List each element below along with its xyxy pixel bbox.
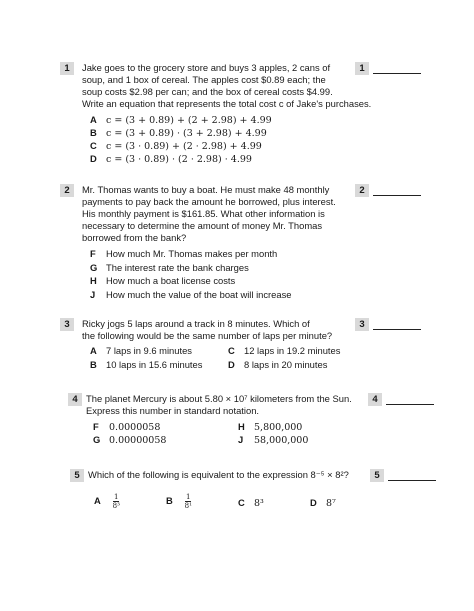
- question-line: Express this number in standard notation.: [86, 405, 260, 416]
- answer-blank[interactable]: [373, 195, 421, 196]
- option[interactable]: [238, 497, 264, 510]
- question-number: 3: [60, 318, 74, 331]
- question-number: 2: [60, 184, 74, 197]
- option[interactable]: [238, 434, 308, 447]
- option-letter: F: [93, 421, 99, 432]
- option-letter: J: [90, 289, 96, 300]
- option[interactable]: [90, 153, 252, 166]
- answer-blank[interactable]: [373, 329, 421, 330]
- option-letter: H: [90, 275, 97, 286]
- question-line: His monthly payment is $161.85. What other information is: [82, 208, 325, 219]
- option-text: c = (3 + 0.89) · (3 + 2.98) + 4.99: [106, 128, 267, 139]
- question-text: [82, 184, 382, 244]
- option[interactable]: [166, 493, 192, 510]
- question-line: The planet Mercury is about 5.80 × 10⁷ kilometers from the Sun.: [86, 393, 352, 404]
- option[interactable]: [310, 497, 336, 510]
- answer-number: 3: [355, 318, 369, 331]
- option-letter: H: [238, 421, 245, 432]
- numerator: 1: [114, 493, 119, 501]
- option[interactable]: [228, 345, 340, 357]
- option[interactable]: [90, 289, 292, 301]
- option-text: How much the value of the boat will increase: [106, 289, 292, 300]
- numerator: 1: [186, 493, 191, 501]
- option-letter: J: [238, 434, 244, 445]
- option[interactable]: [93, 421, 160, 434]
- option-letter: A: [90, 114, 97, 125]
- option-text: 7 laps in 9.6 minutes: [106, 345, 192, 356]
- option-text: 12 laps in 19.2 minutes: [244, 345, 341, 356]
- question-line: borrowed from the bank?: [82, 232, 187, 243]
- option-text: How much Mr. Thomas makes per month: [106, 248, 278, 259]
- denominator: 8¹: [184, 502, 192, 510]
- option-text: How much a boat license costs: [106, 275, 236, 286]
- option-letter: A: [94, 494, 101, 506]
- question-line: Jake goes to the grocery store and buys 3 apples, 2 cans of: [82, 62, 331, 73]
- option[interactable]: [90, 345, 192, 357]
- option[interactable]: [90, 359, 202, 371]
- option-letter: F: [90, 248, 96, 259]
- option-letter: D: [310, 497, 317, 508]
- option-letter: C: [90, 140, 97, 151]
- option-text: c = (3 + 0.89) + (2 + 2.98) + 4.99: [106, 115, 272, 126]
- option-letter: G: [93, 434, 101, 445]
- question-number: 1: [60, 62, 74, 75]
- fraction: [185, 493, 192, 510]
- question-text: [82, 318, 382, 342]
- question-line: payments to pay back the amount he borrowed, plus interest.: [82, 196, 336, 207]
- option-text: 8³: [254, 498, 264, 509]
- option-text: c = (3 · 0.89) + (2 · 2.98) + 4.99: [106, 141, 262, 152]
- option-text: 8 laps in 20 minutes: [244, 359, 328, 370]
- option-text: 8⁷: [326, 498, 336, 509]
- option-text: The interest rate the bank charges: [106, 262, 249, 273]
- option-text: 10 laps in 15.6 minutes: [106, 359, 203, 370]
- option-letter: D: [228, 359, 235, 370]
- question-text: [88, 469, 388, 481]
- option-letter: G: [90, 262, 98, 273]
- option-letter: B: [90, 127, 97, 138]
- question-text: [82, 62, 382, 110]
- option-letter: C: [238, 497, 245, 508]
- option[interactable]: [238, 421, 302, 434]
- denominator: 8³: [112, 502, 120, 510]
- answer-number: 5: [370, 469, 384, 482]
- fraction: [113, 493, 120, 510]
- option-text: 5,800,000: [254, 422, 303, 433]
- option-text: 0.00000058: [109, 435, 167, 446]
- answer-blank[interactable]: [388, 480, 436, 481]
- answer-number: 2: [355, 184, 369, 197]
- question-line: soup costs $2.98 per can; and the box of cereal costs $4.99.: [82, 86, 333, 97]
- option-text: c = (3 · 0.89) · (2 · 2.98) · 4.99: [106, 154, 252, 165]
- option[interactable]: [90, 114, 272, 127]
- question-line: Which of the following is equivalent to the expression 8⁻⁵ × 8²?: [88, 469, 349, 480]
- question-text: [86, 393, 386, 417]
- option[interactable]: [90, 248, 277, 260]
- option[interactable]: [228, 359, 327, 371]
- option[interactable]: [90, 127, 267, 140]
- option-letter: B: [90, 359, 97, 370]
- option-text: 58,000,000: [254, 435, 309, 446]
- option[interactable]: [93, 434, 166, 447]
- question-number: 5: [70, 469, 84, 482]
- answer-number: 4: [368, 393, 382, 406]
- option-letter: C: [228, 345, 235, 356]
- question-line: Ricky jogs 5 laps around a track in 8 minutes. Which of: [82, 318, 310, 329]
- question-line: the following would be the same number of laps per minute?: [82, 330, 333, 341]
- option[interactable]: [94, 493, 120, 510]
- option-text: 0.0000058: [109, 422, 161, 433]
- option-letter: B: [166, 494, 173, 506]
- option[interactable]: [90, 275, 235, 287]
- answer-blank[interactable]: [373, 73, 421, 74]
- answer-blank[interactable]: [386, 404, 434, 405]
- option-letter: A: [90, 345, 97, 356]
- question-line: Write an equation that represents the total cost c of Jake's purchases.: [82, 98, 372, 109]
- question-line: Mr. Thomas wants to buy a boat. He must make 48 monthly: [82, 184, 330, 195]
- option-letter: D: [90, 153, 97, 164]
- question-line: necessary to determine the amount of money Mr. Thomas: [82, 220, 323, 231]
- question-number: 4: [68, 393, 82, 406]
- answer-number: 1: [355, 62, 369, 75]
- question-line: soup, and 1 box of cereal. The apples cost $0.89 each; the: [82, 74, 326, 85]
- option[interactable]: [90, 140, 262, 153]
- option[interactable]: [90, 262, 249, 274]
